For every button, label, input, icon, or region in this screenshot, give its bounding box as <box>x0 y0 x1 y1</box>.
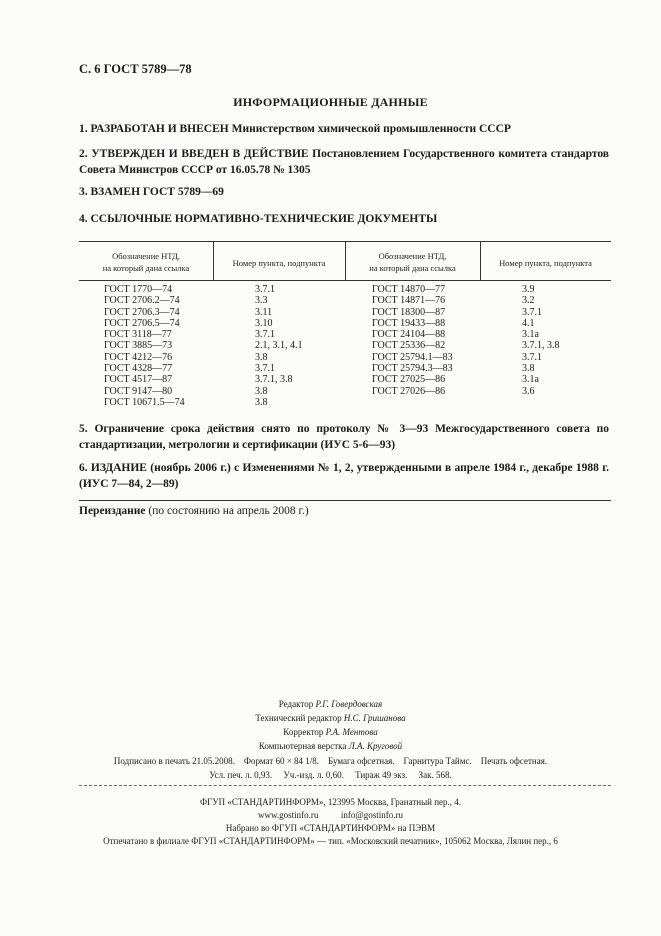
table-cell: 3.8 <box>255 385 268 397</box>
item-number: 1. <box>79 123 88 135</box>
table-cell: ГОСТ 14871—76 <box>372 295 446 307</box>
item-number: 6. <box>79 462 88 474</box>
table-cell: ГОСТ 3885—73 <box>104 340 173 352</box>
table-cell: ГОСТ 4517—87 <box>104 374 173 386</box>
table-cell: ГОСТ 19433—88 <box>372 317 446 329</box>
table-cell: ГОСТ 2706.3—74 <box>104 306 180 318</box>
item-number: 3. <box>79 186 88 198</box>
print-info-line1: Подписано в печать 21.05.2008. Формат 60 × 84 1/8. Бумага офсетная. Гарнитура Таймс. Печать офсетная. <box>113 756 548 766</box>
table-cell: ГОСТ 24104—88 <box>372 329 446 341</box>
table-cell: 3.7.1 <box>255 284 275 295</box>
item-heading: УТВЕРЖДЕН И ВВЕДЕН В ДЕЙСТВИЕ <box>91 148 309 160</box>
table-cell: ГОСТ 4212—76 <box>104 351 173 363</box>
reissue-note <box>79 505 309 517</box>
credit-editor <box>0 699 661 709</box>
table-cell: ГОСТ 2706.5—74 <box>104 317 180 329</box>
info-item-3 <box>79 184 609 200</box>
item-text: Ограничение срока действия снято по протоколу № 3—93 Межгосударственного совета по стандартизации, метрологии и сертификации (ИУС 5-6—93) <box>79 423 610 451</box>
reissue-text: (по состоянию на апрель 2008 г.) <box>145 505 309 517</box>
credit-role: Редактор <box>278 699 316 709</box>
table-cell: 3.1а <box>522 374 539 386</box>
table-cell: ГОСТ 9147—80 <box>104 385 173 397</box>
publisher-printed: Отпечатано в филиале ФГУП «СТАНДАРТИНФОРМ» — тип. «Московский печатник», 105062 Москва, Лялин пер., 6 <box>103 836 558 846</box>
print-info-line2: Усл. печ. л. 0,93. Уч.-изд. л. 0,60. Тираж 49 экз. Зак. 568. <box>209 770 452 780</box>
table-header-rule <box>79 280 611 281</box>
table-cell: ГОСТ 3118—77 <box>104 329 172 341</box>
table-cell: ГОСТ 25336—82 <box>372 340 446 352</box>
item-heading: ВЗАМЕН ГОСТ 5789—69 <box>90 186 224 198</box>
table-cell: 3.7.1, 3.8 <box>522 340 560 352</box>
credit-tech-editor <box>0 713 661 723</box>
table-header-doc-left: Обозначение НТД, на который дана ссылка <box>102 251 190 273</box>
item-heading: ИЗДАНИЕ <box>90 462 147 474</box>
table-cell: 3.7.1 <box>255 363 275 375</box>
item-text: Постановлением Государственного комитета стандартов Совета Министров СССР от 16.05.78 № 1305 <box>79 148 609 176</box>
table-cell: 3.9 <box>522 284 535 295</box>
table-cell: 3.1а <box>522 329 539 341</box>
table-cell: 3.8 <box>522 363 535 375</box>
info-item-4 <box>79 211 609 227</box>
table-cell: ГОСТ 14870—77 <box>372 284 446 295</box>
table-header-point-left: Номер пункта, подпункта <box>232 258 326 268</box>
section-title: ИНФОРМАЦИОННЫЕ ДАННЫЕ <box>233 95 428 109</box>
table-cell: 3.11 <box>255 306 273 318</box>
table-cell: 3.7.1, 3.8 <box>255 374 293 386</box>
table-cell: 4.1 <box>522 317 535 329</box>
table-cell: ГОСТ 18300—87 <box>372 306 446 318</box>
page-header: С. 6 ГОСТ 5789—78 <box>79 62 192 76</box>
table-cell: 3.6 <box>522 385 535 397</box>
credit-layout <box>0 741 661 751</box>
table-cell: 3.8 <box>255 351 268 363</box>
publisher-address: ФГУП «СТАНДАРТИНФОРМ», 123995 Москва, Гранатный пер., 4. <box>199 797 462 807</box>
credit-role: Компьютерная верстка <box>258 741 349 751</box>
table-cell: 2.1, 3.1, 4.1 <box>255 340 303 352</box>
table-cell: ГОСТ 25794.3—83 <box>372 363 453 375</box>
table-cell: 3.3 <box>255 295 268 307</box>
table-col-doc-right <box>372 284 453 397</box>
table-cell: ГОСТ 4328—77 <box>104 363 173 375</box>
info-item-5 <box>79 421 609 453</box>
item-text: (ноябрь 2006 г.) с Изменениями № 1, 2, утвержденными в апреле 1984 г., декабре 1988 г. (ИУС 7—84, 2—89) <box>79 462 609 490</box>
item-number: 5. <box>79 423 88 435</box>
table-header-doc-right: Обозначение НТД, на который дана ссылка <box>369 251 456 273</box>
info-item-2 <box>79 146 609 178</box>
table-col-doc-left <box>104 284 185 408</box>
footer-rule <box>79 785 611 786</box>
publisher-typeset: Набрано во ФГУП «СТАНДАРТИНФОРМ» на ПЭВМ <box>225 823 436 833</box>
credit-role: Корректор <box>283 727 326 737</box>
credit-name: Р.А. Ментова <box>325 727 378 737</box>
table-cell: ГОСТ 2706.2—74 <box>104 295 180 307</box>
item-heading: РАЗРАБОТАН И ВНЕСЕН <box>90 123 229 135</box>
table-cell: 3.7.1 <box>522 306 542 318</box>
credit-name: Л.А. Круговой <box>348 741 403 751</box>
credit-name: Н.С. Гришанова <box>343 713 406 723</box>
table-cell: 3.7.1 <box>522 351 542 363</box>
table-cell: 3.2 <box>522 295 535 307</box>
reissue-rule <box>79 500 611 501</box>
credit-role: Технический редактор <box>255 713 344 723</box>
table-cell: ГОСТ 27026—86 <box>372 385 446 397</box>
table-cell: 3.10 <box>255 317 273 329</box>
credit-proofreader <box>0 727 661 737</box>
item-number: 4. <box>79 213 88 225</box>
table-cell: ГОСТ 10671.5—74 <box>104 396 185 408</box>
table-col-point-left <box>255 284 303 408</box>
table-header-point-right: Номер пункта, подпункта <box>499 258 592 268</box>
item-number: 2. <box>79 148 88 160</box>
credit-name: Р.Г. Говердовская <box>315 699 383 709</box>
table-col-point-right <box>522 284 560 397</box>
table-cell: ГОСТ 25794.1—83 <box>372 351 453 363</box>
table-cell: ГОСТ 27025—86 <box>372 374 446 386</box>
table-cell: ГОСТ 1770—74 <box>104 284 173 295</box>
table-cell: 3.7.1 <box>255 329 275 341</box>
info-item-6 <box>79 460 609 492</box>
item-text: Министерством химической промышленности СССР <box>228 123 511 135</box>
reissue-label: Переиздание <box>79 505 146 517</box>
publisher-contacts: www.gostinfo.ru info@gostinfo.ru <box>258 810 403 820</box>
item-heading: ССЫЛОЧНЫЕ НОРМАТИВНО-ТЕХНИЧЕСКИЕ ДОКУМЕНТЫ <box>90 213 438 225</box>
info-item-1 <box>79 121 609 137</box>
table-cell: 3.8 <box>255 396 268 408</box>
